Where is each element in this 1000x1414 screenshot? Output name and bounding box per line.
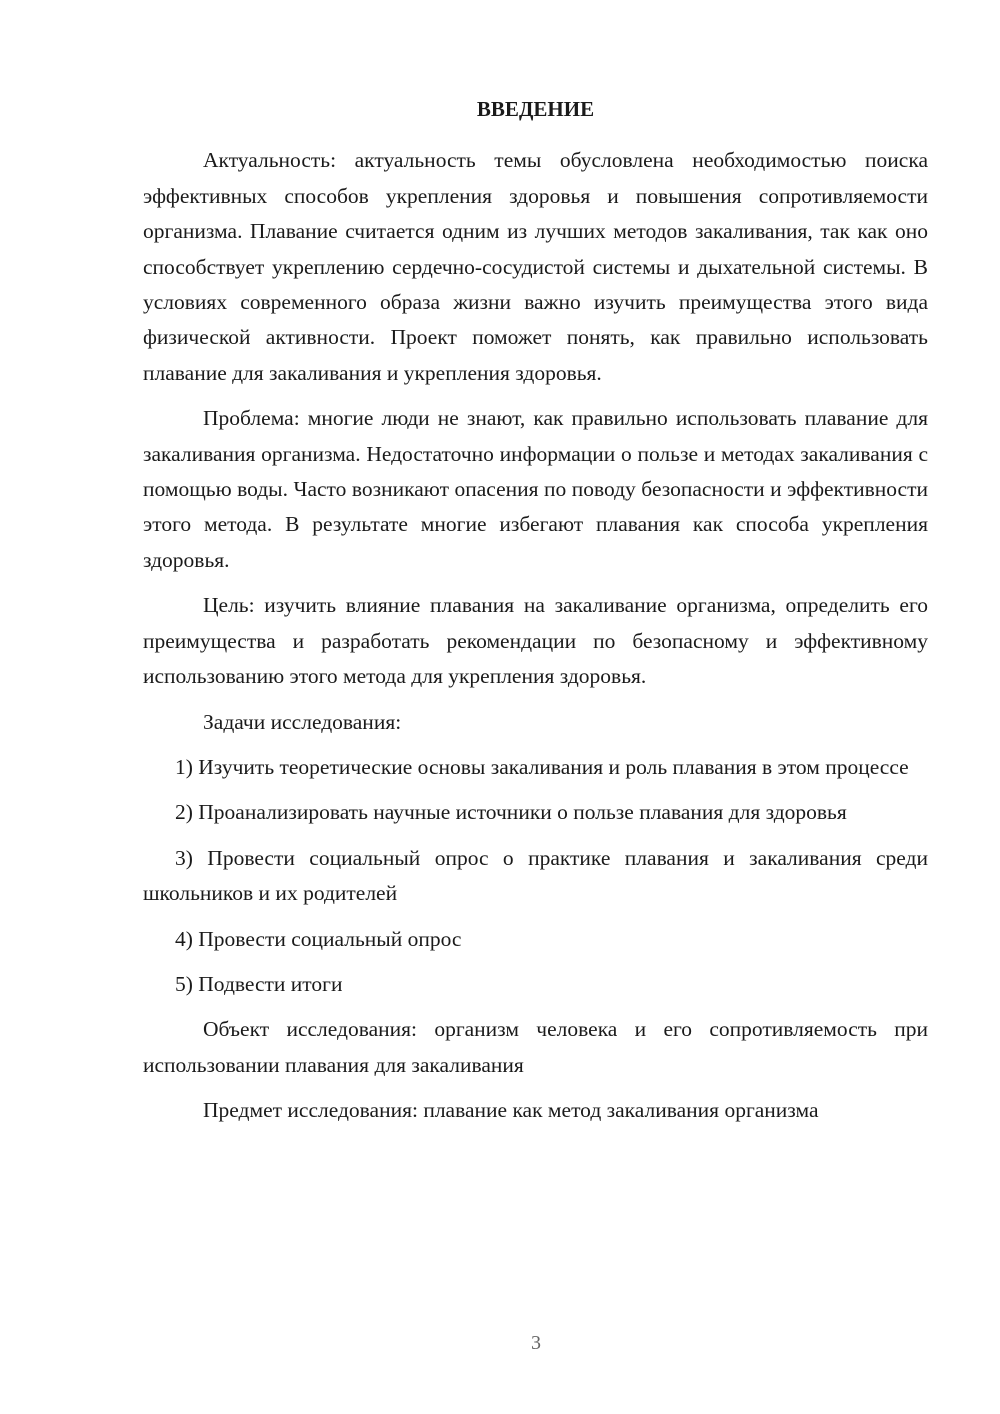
object-paragraph: Объект исследования: организм человека и его сопротивляемость при использовании плавания для закаливания — [143, 1017, 928, 1077]
goal-paragraph: Цель: изучить влияние плавания на закаливание организма, определить его преимущества и разработать рекомендации по безопасному и эффективному использованию этого метода для укрепления здоровья. — [143, 593, 928, 689]
task-item-1: 1) Изучить теоретические основы закаливания и роль плавания в этом процессе — [175, 754, 909, 779]
task-item-2: 2) Проанализировать научные источники о пользе плавания для здоровья — [175, 800, 847, 825]
section-heading: ВВЕДЕНИЕ — [476, 97, 595, 121]
subject-paragraph: Предмет исследования: плавание как метод закаливания организма — [203, 1098, 819, 1123]
task-item-5: 5) Подвести итоги — [175, 971, 343, 996]
relevance-paragraph: Актуальность: актуальность темы обусловлена необходимостью поиска эффективных способов укрепления здоровья и повышения сопротивляемости организма. Плавание считается одним из лучших методов закаливания, так как оно способствует укреплению сердечно-сосудистой системы и дыхательной системы. В условиях современного образа жизни важно изучить преимущества этого вида физической активности. Проект поможет понять, как правильно использовать плавание для закаливания и укрепления здоровья. — [143, 148, 928, 385]
task-item-4: 4) Провести социальный опрос — [175, 926, 462, 951]
tasks-heading: Задачи исследования: — [203, 709, 402, 734]
document-page — [143, 92, 928, 1139]
problem-paragraph: Проблема: многие люди не знают, как правильно использовать плавание для закаливания организма. Недостаточно информации о пользе и методах закаливания с помощью воды. Часто возникают опасения по поводу безопасности и эффективности этого метода. В результате многие избегают плавания как способа укрепления здоровья. — [143, 406, 928, 572]
page-number: 3 — [531, 1332, 541, 1354]
task-item-3: 3) Провести социальный опрос о практике плавания и закаливания среди школьников и их родителей — [143, 845, 928, 906]
